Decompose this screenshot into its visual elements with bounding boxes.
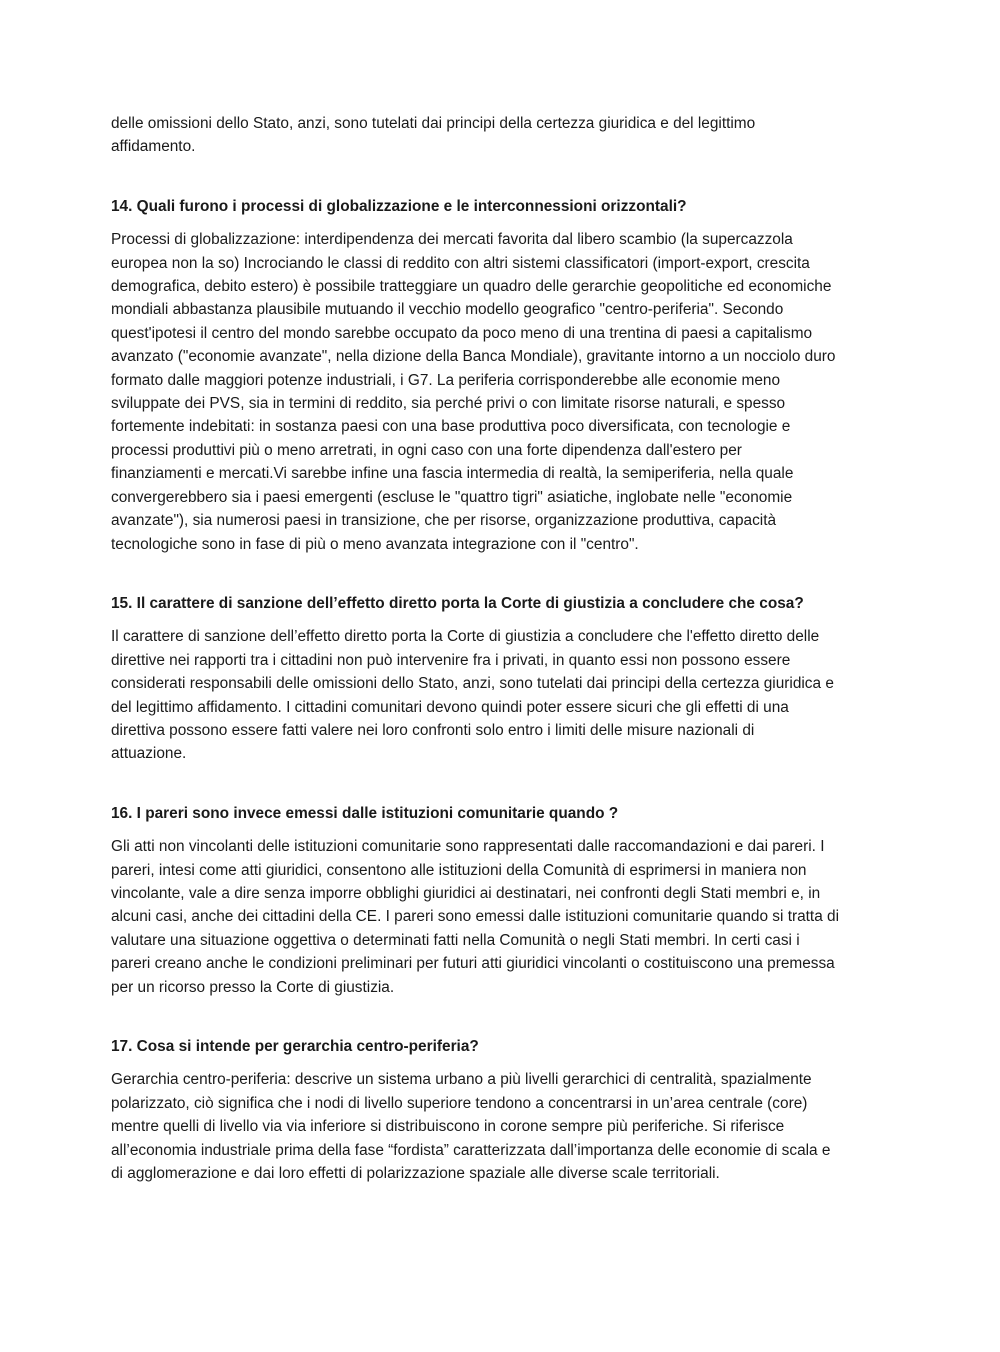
question-heading: 14. Quali furono i processi di globalizzazione e le interconnessioni orizzontali? [111, 197, 687, 215]
answer-paragraph: Gli atti non vincolanti delle istituzioni comunitarie sono rappresentati dalle raccomandazioni e dai pareri. I pareri, intesi come atti giuridici, consentono alle istituzioni della Comunità di esprimersi in maniera non vincolante, vale a dire senza imporre obblighi giuridici ai destinatari, nei confronti degli Stati membri e, in alcuni casi, anche dei cittadini della CE. I pareri sono emessi dalle istituzioni comunitarie quando si tratta di valutare una situazione oggettiva o determinati fatti nella Comunità o negli Stati membri. In certi casi i pareri creano anche le condizioni preliminari per futuri atti giuridici vincolanti o costituiscono una premessa per un ricorso presso la Corte di giustizia. [111, 838, 840, 996]
section-15 [111, 592, 891, 766]
document-page [111, 112, 891, 1221]
question-heading: 16. I pareri sono invece emessi dalle istituzioni comunitarie quando ? [111, 804, 619, 822]
answer-paragraph: Il carattere di sanzione dell’effetto diretto porta la Corte di giustizia a concludere che l'effetto diretto delle direttive nei rapporti tra i cittadini non può intervenire fra i privati, in quanto essi non possono essere considerati responsabili delle omissioni dello Stato, anzi, sono tutelati dai principi della certezza giuridica e del legittimo affidamento. I cittadini comunitari devono quindi poter essere sicuri che gli effetti di una direttiva possono essere fatti valere nei loro confronti solo entro i limiti delle misure nazionali di attuazione. [111, 628, 834, 763]
question-heading: 17. Cosa si intende per gerarchia centro-periferia? [111, 1038, 479, 1055]
section-17 [111, 1035, 891, 1185]
section-14 [111, 195, 891, 556]
answer-paragraph: Processi di globalizzazione: interdipendenza dei mercati favorita dal libero scambio (la supercazzola europea non la so) Incrociando le classi di reddito con altri sistemi classificatori (import-export, crescita demografica, debito estero) è possibile tratteggiare un quadro delle gerarchie geopolitiche ed economiche mondiali abbastanza plausibile mutuando il vecchio modello geografico "centro-periferia". Secondo quest'ipotesi il centro del mondo sarebbe occupato da poco meno di una trentina di paesi a capitalismo avanzato ("economie avanzate", nella dizione della Banca Mondiale), gravitante intorno a un nocciolo duro formato dalle maggiori potenze industriali, i G7. La periferia corrisponderebbe alle economie meno sviluppate dei PVS, sia in termini di reddito, sia perché privi o con limitate risorse naturali, e spesso fortemente indebitati: in sostanza paesi con una base produttiva poco diversificata, con tecnologie e processi produttivi più o meno arretrati, in ogni caso con una forte dipendenza dall'estero per finanziamenti e mercati.Vi sarebbe infine una fascia intermedia di realtà, la semiperiferia, nella quale convergerebbero sia i paesi emergenti (escluse le "quattro tigri" asiatiche, inglobate nelle "economie avanzate"), sia numerosi paesi in transizione, che per risorse, organizzazione produttiva, capacità tecnologiche sono in fase di più o meno avanzata integrazione con il "centro". [111, 231, 836, 553]
section-16 [111, 802, 891, 999]
answer-paragraph: Gerarchia centro-periferia: descrive un sistema urbano a più livelli gerarchici di centralità, spazialmente polarizzato, ciò significa che i nodi di livello superiore tendono a concentrarsi in un’area centrale (core) mentre quelli di livello via via inferiore si distribuiscono in corone sempre più periferiche. Si riferisce all’economia industriale prima della fase “fordista” caratterizzata dall’importanza delle economie di scala e di agglomerazione e dai loro effetti di polarizzazione spaziale alle diverse scale territoriali. [111, 1071, 831, 1183]
intro-paragraph: delle omissioni dello Stato, anzi, sono tutelati dai principi della certezza giuridica e del legittimo affidamento. [111, 115, 756, 156]
question-heading: 15. Il carattere di sanzione dell’effetto diretto porta la Corte di giustizia a concludere che cosa? [111, 594, 804, 612]
